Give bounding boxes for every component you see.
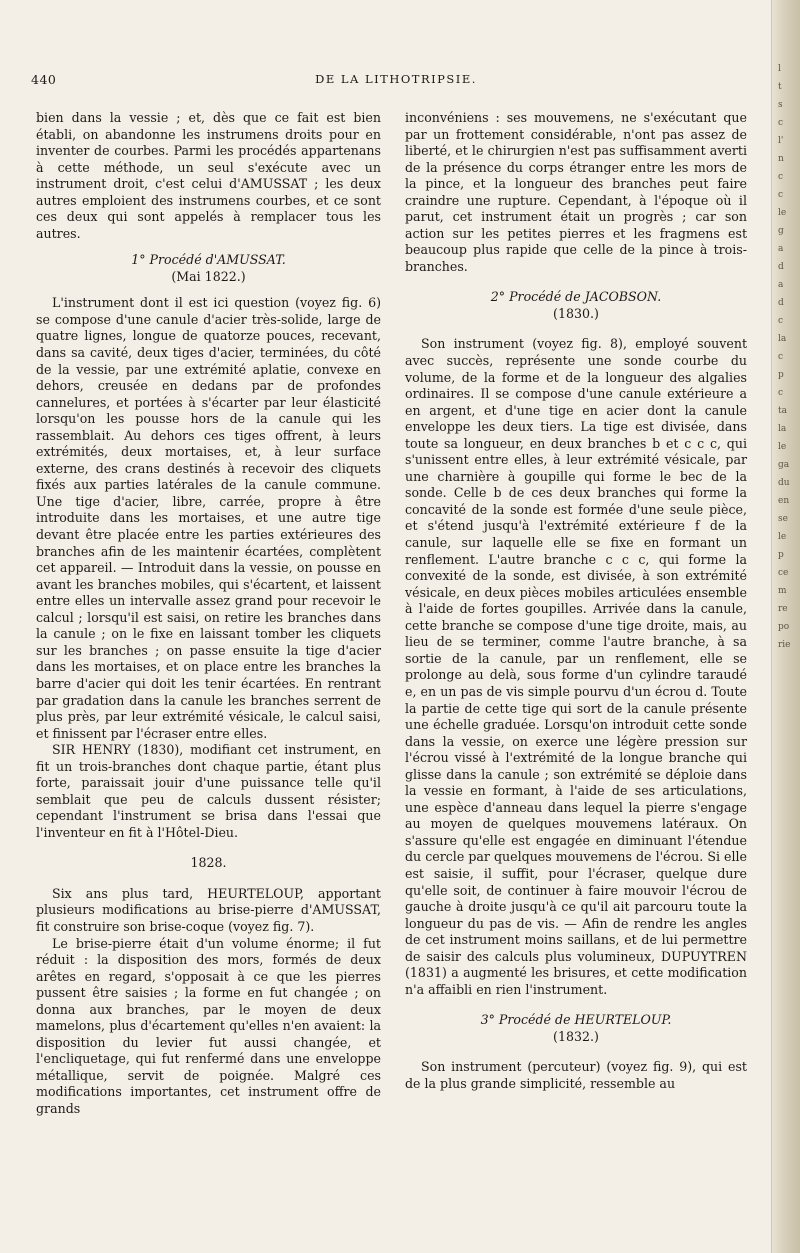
left-column: [36, 110, 381, 1118]
section-heading-title: 3° Procédé de HEURTELOUP.: [480, 1012, 672, 1028]
running-head: DE LA LITHOTRIPSIE.: [315, 72, 477, 86]
paragraph: Son instrument (percuteur) (voyez fig. 9), qui est de la plus grande simplicité, ressemble au: [405, 1059, 747, 1091]
section-heading-date: (1830.): [553, 305, 599, 321]
right-column: [405, 110, 747, 1092]
year-heading: 1828.: [190, 855, 227, 871]
section-heading: [36, 252, 381, 269]
page-header: [0, 72, 772, 92]
paragraph: bien dans la vessie ; et, dès que ce fait est bien établi, on abandonne les instrumens droits pour en inventer de courbes. Parmi les procédés appartenans à cette méthode, un seul s'exécute avec un instrument droit, c'est celui d'AMUSSAT ; les deux autres emploient des instrumens courbes, et ce sont ces deux qui sont appelés à remplacer tous les autres.: [36, 110, 381, 241]
section-heading: [405, 1012, 747, 1029]
section-heading-date: (1832.): [553, 1028, 599, 1044]
paragraph: Son instrument (voyez fig. 8), employé souvent avec succès, représente une sonde courbe du volume, de la forme et de la longueur des algalies ordinaires. Il se compose d'une canule extérieure a en argent, et d'une tige en acier dont la canule enveloppe les deux tiers. La tige est divisée, dans toute sa longueur, en deux branches b et c c c, qui s'unissent entre elles, à leur extrémité vésicale, par une charnière à goupille qui forme le bec de la sonde. Celle b de ces deux branches qui forme la concavité de la sonde est formée d'une seule pièce, et s'étend jusqu'à l'extrémité extérieure f de la canule, sur laquelle elle se fixe en formant un renflement. L'autre branche c c c, qui forme la convexité de la sonde, est divisée, à son extrémité vésicale, en deux pièces mobiles articulées ensemble à l'aide de fortes goupilles. Arrivée dans la canule, cette branche se compose d'une tige droite, mais, au lieu de se terminer, comme l'autre branche, à sa sortie de la canule, par un renflement, elle se prolonge au delà, sous forme d'un cylindre taraudé e, en un pas de vis simple pourvu d'un écrou d. Toute la partie de cette tige qui sort de la canule présente une échelle graduée. Lorsqu'on introduit cette sonde dans la vessie, on exerce une légère pression sur l'écrou vissé à l'extrémité de la longue branche qui glisse dans la canule ; son extrémité se déploie dans la vessie en formant, à l'aide de ses articulations, une espèce d'anneau dans lequel la pierre s'engage au moyen de quelques mouvemens latéraux. On s'assure qu'elle est engagée en diminuant l'étendue du cercle par quelques mouvemens de l'écrou. Si elle est saisie, il suffit, pour l'écraser, quelque dure qu'elle soit, de continuer à faire mouvoir l'écrou de gauche à droite jusqu'à ce qu'il ait parcouru toute la longueur du pas de vis. — Afin de rendre les angles de cet instrument moins saillans, et de lui permettre de saisir des calculs plus volumineux, DUPUYTREN (1831) a augmenté les brisures, et cette modification n'a affaibli en rien l'instrument.: [405, 336, 747, 997]
paragraph: L'instrument dont il est ici question (voyez fig. 6) se compose d'une canule d'acier très-solide, large de quatre lignes, longue de quatorze pouces, recevant, dans sa cavité, deux tiges d'acier, terminées, du côté de la vessie, par une extrémité aplatie, convexe en dehors, creusée en dedans par de profondes cannelures, et portées à s'écarter par leur élasticité lorsqu'on les pousse hors de la canule qui les rassemblait. Au dehors ces tiges offrent, à leurs extrémités, deux mortaises, et, à leur surface externe, des crans destinés à recevoir des cliquets fixés aux parties latérales de la canule commune. Une tige d'acier, libre, carrée, propre à être introduite dans les mortaises, et une autre tige devant être placée entre les parties extérieures des branches afin de les maintenir écartées, complètent cet appareil. — Introduit dans la vessie, on pousse en avant les branches mobiles, qui s'écartent, et laissent entre elles un intervalle assez grand pour recevoir le calcul ; lorsqu'il est saisi, on retire les branches dans la canule ; on le fixe en laissant tomber les cliquets sur les branches ; on passe ensuite la tige d'acier dans les mortaises, et on place entre les branches la barre d'acier qui doit les tenir écartées. En rentrant par gradation dans la canule les branches serrent de plus près, par leur extrémité vésicale, le calcul saisi, et finissent par l'écraser entre elles.: [36, 295, 381, 741]
paragraph: Six ans plus tard, HEURTELOUP, apportant plusieurs modifications au brise-pierre d'AMUSSAT, fit construire son brise-coque (voyez fig. 7).: [36, 885, 381, 935]
paragraph: SIR HENRY (1830), modifiant cet instrument, en fit un trois-branches dont chaque partie, étant plus forte, paraissait jouir d'une puissance telle qu'il semblait que peu de calculs dussent résister; cependant l'instrument se brisa dans l'essai que l'inventeur en fit à l'Hôtel-Dieu.: [36, 742, 381, 840]
next-page-fragments: l t s c l' n c c le g a d a d c la c p c ta la le ga du en se le p ce m re po rie: [778, 64, 791, 650]
paragraph: inconvéniens : ses mouvemens, ne s'exécutant que par un frottement considérable, n'ont pas assez de liberté, et le chirurgien n'est pas suffisamment averti de la présence du corps étranger entre les mors de la pince, et la longueur des branches peut faire craindre une rupture. Cependant, à l'époque où il parut, cet instrument était un progrès ; car son action sur les petites pierres et les fragmens est beaucoup plus rapide que celle de la pince à trois-branches.: [405, 110, 747, 274]
section-heading: [405, 289, 747, 306]
section-heading-title: 1° Procédé d'AMUSSAT.: [131, 252, 286, 268]
page-number: 440: [31, 72, 57, 87]
section-heading-date: (Mai 1822.): [171, 268, 246, 284]
next-page-edge: [771, 0, 800, 1253]
paragraph: Le brise-pierre était d'un volume énorme; il fut réduit : la disposition des mors, formés de deux arêtes en regard, s'opposait à ce que les pierres pussent être saisies ; la forme en fut changée ; on donna aux branches, par le moyen de deux mamelons, plus d'écartement qu'elles n'en avaient: la disposition du levier fut aussi changée, et l'encliquetage, qui fut renfermé dans une enveloppe métallique, servit de poignée. Malgré ces modifications importantes, cet instrument offre de grands: [36, 935, 381, 1117]
section-heading-title: 2° Procédé de JACOBSON.: [490, 289, 662, 305]
